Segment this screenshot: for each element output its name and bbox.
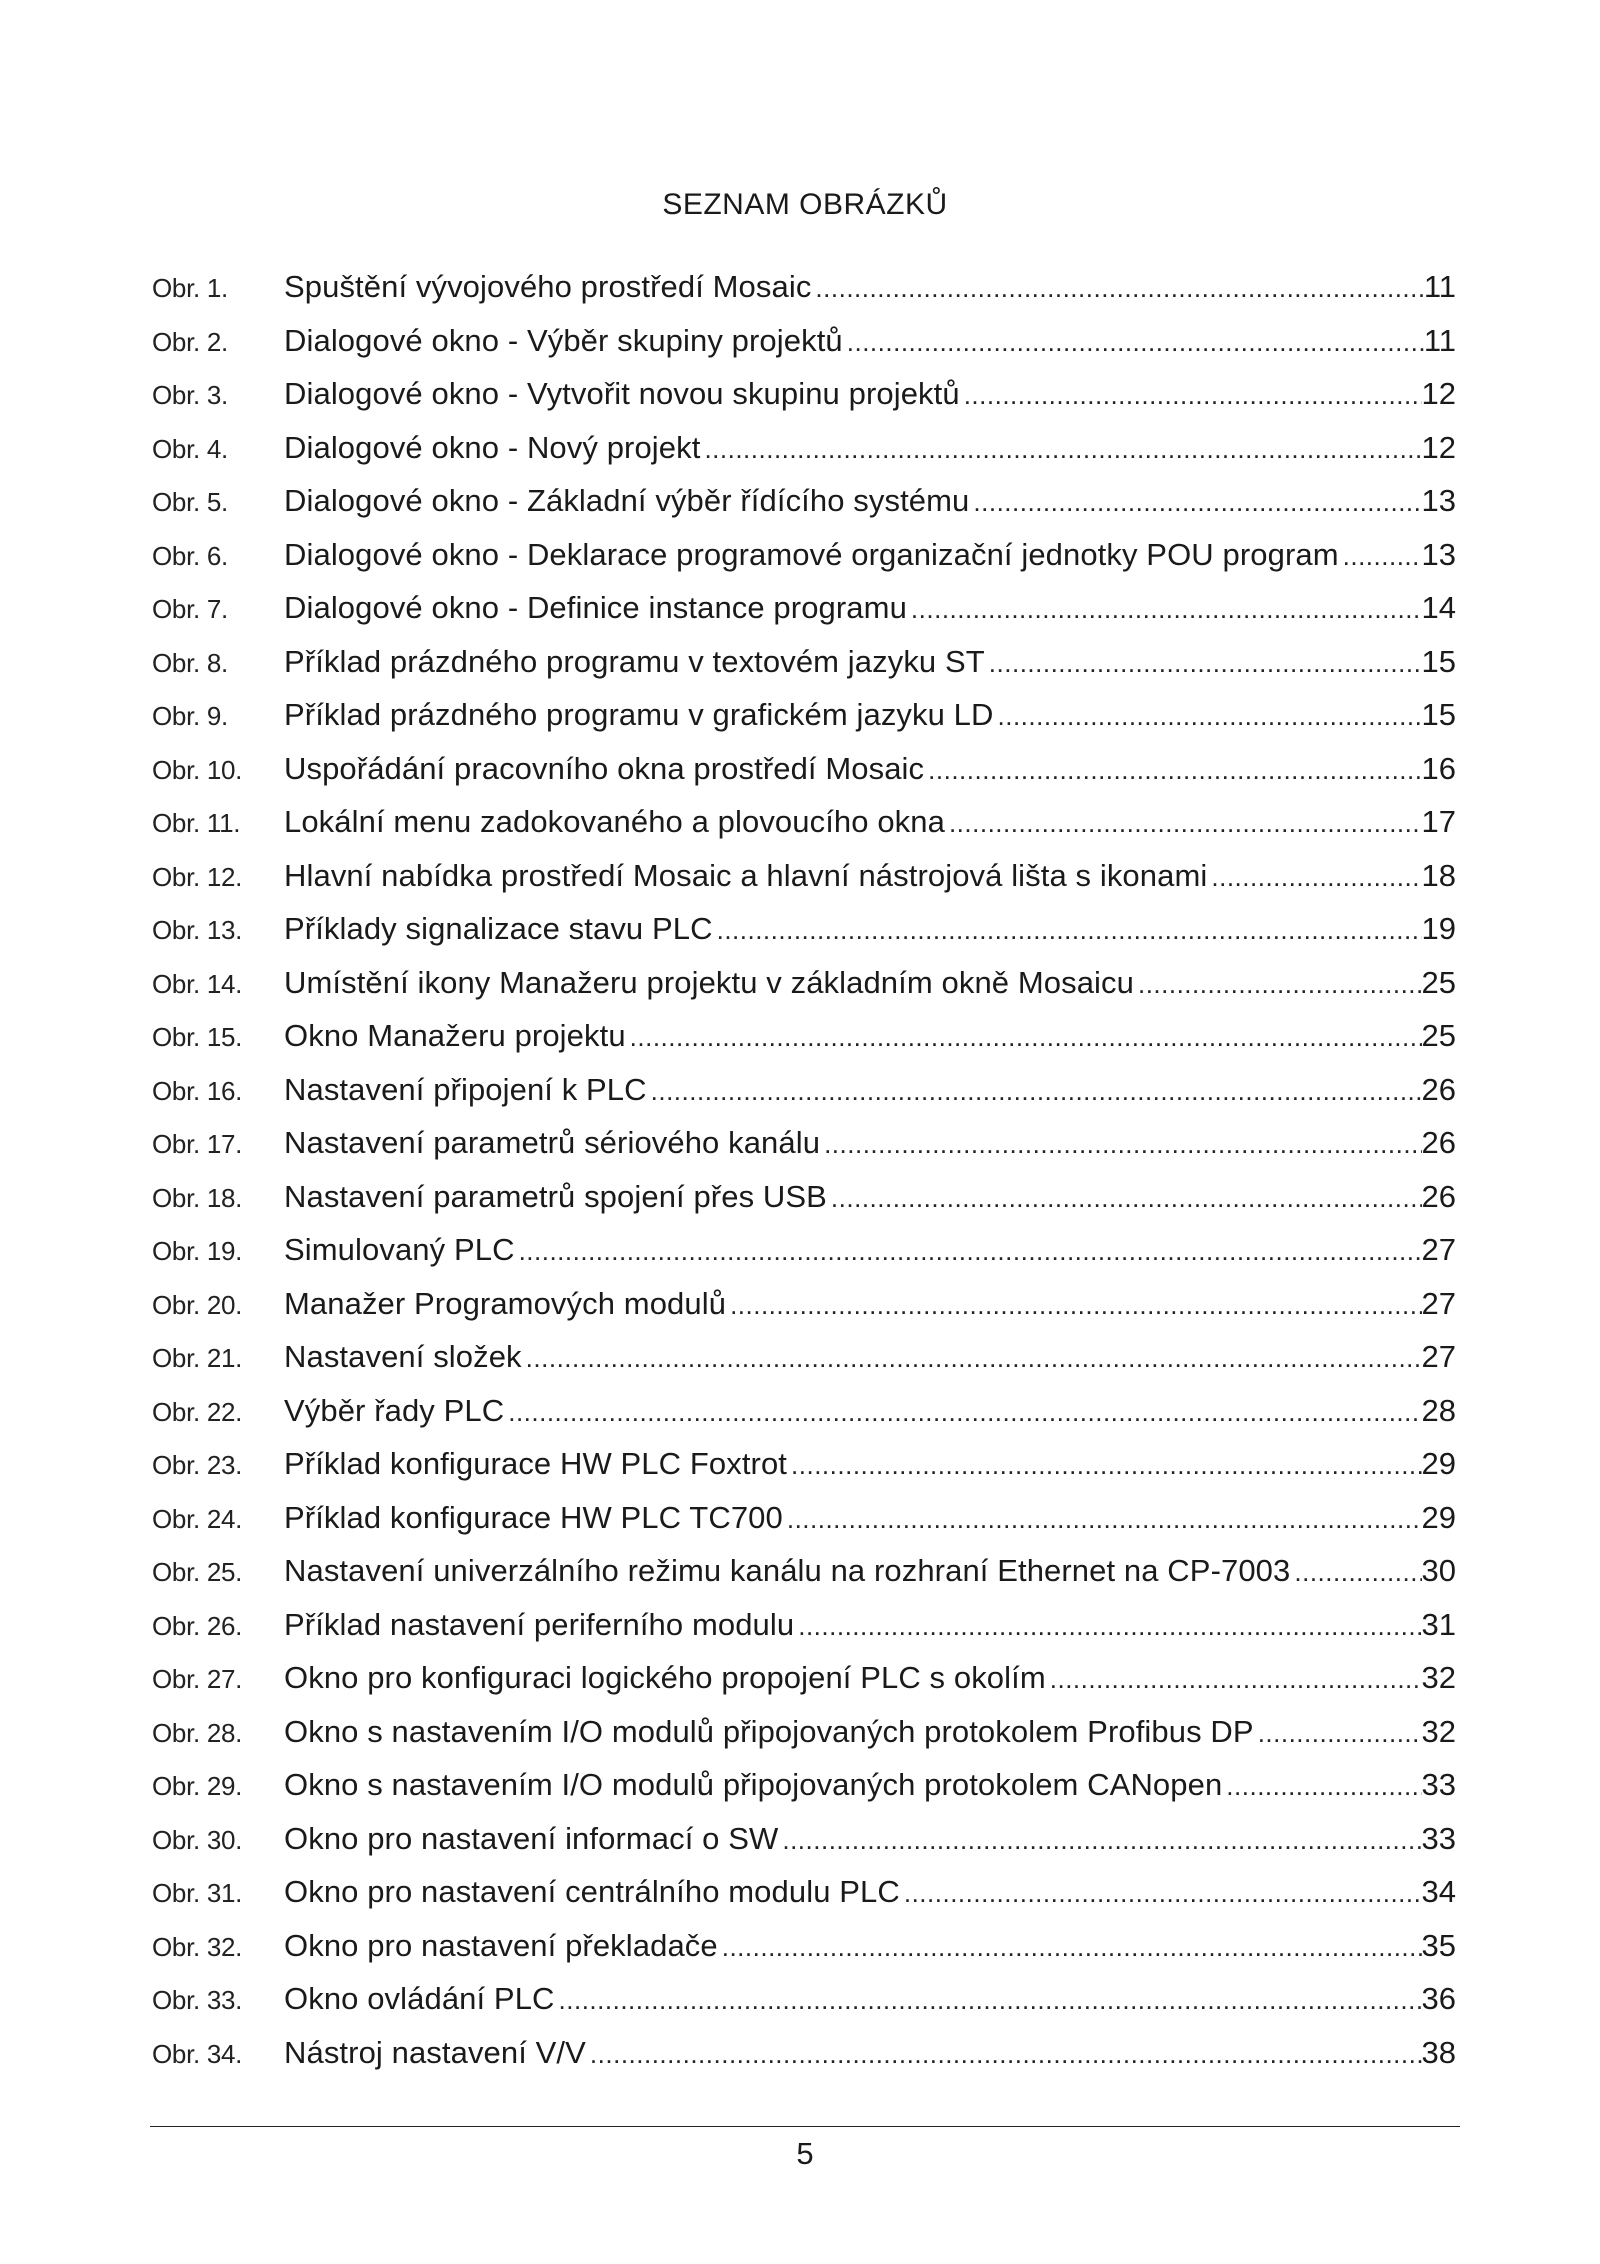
dot-leader [985, 637, 1422, 691]
figure-page-number: 29 [1421, 1446, 1456, 1481]
dot-leader [700, 423, 1421, 477]
figure-number: Obr. 26. [152, 1610, 243, 1641]
dot-leader [945, 797, 1422, 851]
toc-entry[interactable] [152, 1170, 1456, 1224]
dot-leader [626, 1011, 1422, 1065]
figure-caption: Dialogové okno - Nový projekt [284, 429, 701, 465]
dot-leader [515, 1225, 1422, 1279]
toc-entry[interactable] [152, 1651, 1456, 1705]
figure-caption: Příklad konfigurace HW PLC Foxtrot [284, 1446, 788, 1481]
figure-caption: Příklad konfigurace HW PLC TC700 [284, 1499, 783, 1535]
figure-caption: Nastavení univerzálního režimu kanálu na rozhraní Ethernet na CP-7003 [284, 1553, 1291, 1588]
toc-entry[interactable] [152, 1384, 1456, 1438]
figure-caption: Manažer Programových modulů [284, 1285, 727, 1321]
toc-entry[interactable] [152, 1544, 1456, 1598]
figure-page-number: 27 [1421, 1232, 1456, 1267]
dot-leader [586, 2028, 1422, 2082]
list-of-figures [152, 260, 1456, 2079]
figure-number: Obr. 19. [152, 1236, 243, 1266]
figure-page-number: 38 [1421, 2034, 1456, 2070]
figure-page-number: 15 [1421, 697, 1456, 732]
figure-number: Obr. 17. [152, 1129, 243, 1159]
toc-entry[interactable] [152, 1277, 1456, 1331]
figure-caption: Dialogové okno - Výběr skupiny projektů [284, 322, 843, 358]
figure-number: Obr. 11. [152, 808, 241, 838]
figure-caption: Umístění ikony Manažeru projektu v základním okně Mosaicu [284, 964, 1134, 1000]
figure-number: Obr. 23. [152, 1450, 243, 1480]
figure-caption: Lokální menu zadokovaného a plovoucího okna [284, 804, 945, 839]
figure-page-number: 27 [1421, 1339, 1456, 1374]
dot-leader [1207, 851, 1421, 905]
figure-number: Obr. 12. [152, 861, 243, 892]
figure-caption: Příklad nastavení periferního modulu [284, 1606, 795, 1642]
figure-page-number: 35 [1421, 1927, 1456, 1963]
dot-leader [504, 1386, 1421, 1440]
figure-page-number: 25 [1421, 1018, 1456, 1053]
figure-caption: Spuštění vývojového prostředí Mosaic [284, 269, 812, 304]
dot-leader [522, 1332, 1422, 1386]
figure-page-number: 19 [1421, 911, 1456, 946]
figure-page-number: 11 [1423, 322, 1456, 358]
figure-number: Obr. 30. [152, 1824, 243, 1855]
figure-caption: Dialogové okno - Základní výběr řídícího systému [284, 483, 970, 518]
figure-number: Obr. 16. [152, 1075, 243, 1106]
figure-caption: Příklad prázdného programu v grafickém jazyku LD [284, 697, 994, 732]
figure-page-number: 32 [1421, 1660, 1456, 1695]
figure-page-number: 33 [1421, 1767, 1456, 1802]
figure-page-number: 27 [1421, 1285, 1456, 1321]
dot-leader [924, 744, 1421, 798]
figure-number: Obr. 29. [152, 1771, 243, 1801]
toc-entry[interactable] [152, 1758, 1456, 1812]
toc-entry[interactable] [152, 528, 1456, 582]
dot-leader [794, 1600, 1421, 1654]
figure-page-number: 13 [1421, 483, 1456, 518]
figure-caption: Nastavení parametrů spojení přes USB [284, 1178, 827, 1214]
figure-number: Obr. 5. [152, 487, 228, 517]
figure-number: Obr. 3. [152, 380, 228, 410]
toc-entry[interactable] [152, 314, 1456, 368]
dot-leader [718, 1921, 1422, 1975]
figure-number: Obr. 15. [152, 1022, 243, 1052]
toc-entry[interactable] [152, 1705, 1456, 1759]
dot-leader [555, 1974, 1422, 2028]
toc-entry[interactable] [152, 581, 1456, 635]
figure-page-number: 33 [1421, 1820, 1456, 1856]
dot-leader [726, 1279, 1421, 1333]
figure-caption: Okno s nastavením I/O modulů připojovaných protokolem CANopen [284, 1767, 1223, 1802]
figure-number: Obr. 14. [152, 968, 243, 999]
figure-number: Obr. 28. [152, 1717, 243, 1748]
figure-caption: Okno pro nastavení centrálního modulu PLC [284, 1874, 900, 1909]
toc-entry[interactable] [152, 260, 1456, 314]
figure-number: Obr. 31. [152, 1878, 243, 1908]
figure-number: Obr. 9. [152, 701, 228, 731]
toc-entry[interactable] [152, 1865, 1456, 1919]
figure-page-number: 13 [1421, 536, 1456, 572]
dot-leader [994, 690, 1422, 744]
figure-number: Obr. 18. [152, 1182, 243, 1213]
figure-page-number: 26 [1421, 1125, 1456, 1160]
footer-divider [150, 2126, 1460, 2127]
figure-caption: Nástroj nastavení V/V [284, 2034, 586, 2070]
figure-number: Obr. 34. [152, 2038, 243, 2069]
figure-caption: Hlavní nabídka prostředí Mosaic a hlavní nástrojová lišta s ikonami [284, 857, 1208, 893]
toc-entry[interactable] [152, 742, 1456, 796]
dot-leader [907, 583, 1422, 637]
figure-caption: Okno Manažeru projektu [284, 1018, 626, 1053]
figure-caption: Okno s nastavením I/O modulů připojovaných protokolem Profibus DP [284, 1713, 1254, 1749]
figure-number: Obr. 2. [152, 326, 228, 357]
dot-leader [1134, 958, 1422, 1012]
dot-leader [843, 316, 1424, 370]
figure-caption: Okno ovládání PLC [284, 1981, 555, 2016]
page-title: SEZNAM OBRÁZKŮ [662, 188, 948, 221]
dot-leader [811, 262, 1423, 316]
toc-entry[interactable] [152, 1491, 1456, 1545]
figure-page-number: 34 [1421, 1874, 1456, 1909]
figure-caption: Dialogové okno - Definice instance programu [284, 590, 907, 625]
figure-caption: Okno pro nastavení překladače [284, 1927, 718, 1963]
figure-number: Obr. 33. [152, 1985, 243, 2015]
toc-entry[interactable] [152, 902, 1456, 956]
figure-page-number: 28 [1421, 1392, 1456, 1428]
toc-entry[interactable] [152, 795, 1456, 849]
figure-caption: Simulovaný PLC [284, 1232, 515, 1267]
toc-entry[interactable] [152, 474, 1456, 528]
figure-page-number: 15 [1421, 643, 1456, 679]
dot-leader [1290, 1546, 1421, 1600]
dot-leader [1046, 1653, 1422, 1707]
toc-entry[interactable] [152, 2026, 1456, 2080]
figure-page-number: 36 [1421, 1981, 1456, 2016]
toc-entry[interactable] [152, 421, 1456, 475]
figure-caption: Uspořádání pracovního okna prostředí Mosaic [284, 750, 925, 786]
toc-entry[interactable] [152, 688, 1456, 742]
toc-entry[interactable] [152, 1437, 1456, 1491]
figure-page-number: 30 [1421, 1553, 1456, 1588]
figure-page-number: 12 [1421, 376, 1456, 411]
dot-leader [647, 1065, 1422, 1119]
dot-leader [713, 904, 1422, 958]
dot-leader [969, 476, 1421, 530]
figure-page-number: 18 [1421, 857, 1456, 893]
figure-number: Obr. 32. [152, 1931, 243, 1962]
figure-caption: Okno pro nastavení informací o SW [284, 1820, 779, 1856]
figure-page-number: 31 [1421, 1606, 1456, 1642]
dot-leader [783, 1493, 1422, 1547]
figure-number: Obr. 27. [152, 1664, 243, 1694]
figure-page-number: 32 [1421, 1713, 1456, 1749]
figure-caption: Příklad prázdného programu v textovém jazyku ST [284, 643, 985, 679]
figure-caption: Nastavení parametrů sériového kanálu [284, 1125, 821, 1160]
toc-entry[interactable] [152, 849, 1456, 903]
figure-page-number: 14 [1421, 590, 1456, 625]
dot-leader [960, 369, 1422, 423]
toc-entry[interactable] [152, 1972, 1456, 2026]
figure-caption: Dialogové okno - Vytvořit novou skupinu projektů [284, 376, 960, 411]
figure-caption: Okno pro konfiguraci logického propojení PLC s okolím [284, 1660, 1046, 1695]
figure-number: Obr. 24. [152, 1503, 243, 1534]
figure-number: Obr. 25. [152, 1557, 243, 1587]
figure-page-number: 26 [1421, 1178, 1456, 1214]
figure-number: Obr. 20. [152, 1289, 243, 1320]
figure-caption: Nastavení složek [284, 1339, 522, 1374]
figure-page-number: 25 [1421, 964, 1456, 1000]
figure-page-number: 16 [1421, 750, 1456, 786]
figure-page-number: 26 [1421, 1071, 1456, 1107]
figure-number: Obr. 8. [152, 647, 228, 678]
dot-leader [1339, 530, 1422, 584]
toc-entry[interactable] [152, 367, 1456, 421]
figure-number: Obr. 6. [152, 540, 228, 571]
figure-page-number: 29 [1421, 1499, 1456, 1535]
figure-caption: Výběr řady PLC [284, 1392, 505, 1428]
figure-page-number: 12 [1421, 429, 1456, 465]
dot-leader [827, 1172, 1422, 1226]
figure-number: Obr. 4. [152, 433, 228, 464]
toc-entry[interactable] [152, 1009, 1456, 1063]
dot-leader [900, 1867, 1422, 1921]
toc-entry[interactable] [152, 635, 1456, 689]
figure-caption: Příklady signalizace stavu PLC [284, 911, 713, 946]
toc-entry[interactable] [152, 1812, 1456, 1866]
dot-leader [1222, 1760, 1421, 1814]
figure-number: Obr. 1. [152, 273, 228, 303]
dot-leader [778, 1814, 1421, 1868]
dot-leader [1254, 1707, 1422, 1761]
figure-number: Obr. 13. [152, 915, 243, 945]
toc-entry[interactable] [152, 1330, 1456, 1384]
figure-caption: Nastavení připojení k PLC [284, 1071, 647, 1107]
dot-leader [787, 1439, 1421, 1493]
dot-leader [820, 1118, 1421, 1172]
toc-entry[interactable] [152, 1223, 1456, 1277]
figure-page-number: 11 [1423, 269, 1456, 304]
figure-number: Obr. 21. [152, 1343, 243, 1373]
figure-number: Obr. 22. [152, 1396, 243, 1427]
figure-page-number: 17 [1421, 804, 1456, 839]
toc-entry[interactable] [152, 1063, 1456, 1117]
toc-entry[interactable] [152, 1598, 1456, 1652]
toc-entry[interactable] [152, 1116, 1456, 1170]
figure-number: Obr. 7. [152, 594, 228, 624]
page-number: 5 [796, 2136, 814, 2171]
figure-number: Obr. 10. [152, 754, 243, 785]
toc-entry[interactable] [152, 1919, 1456, 1973]
toc-entry[interactable] [152, 956, 1456, 1010]
figure-caption: Dialogové okno - Deklarace programové organizační jednotky POU program [284, 536, 1339, 572]
